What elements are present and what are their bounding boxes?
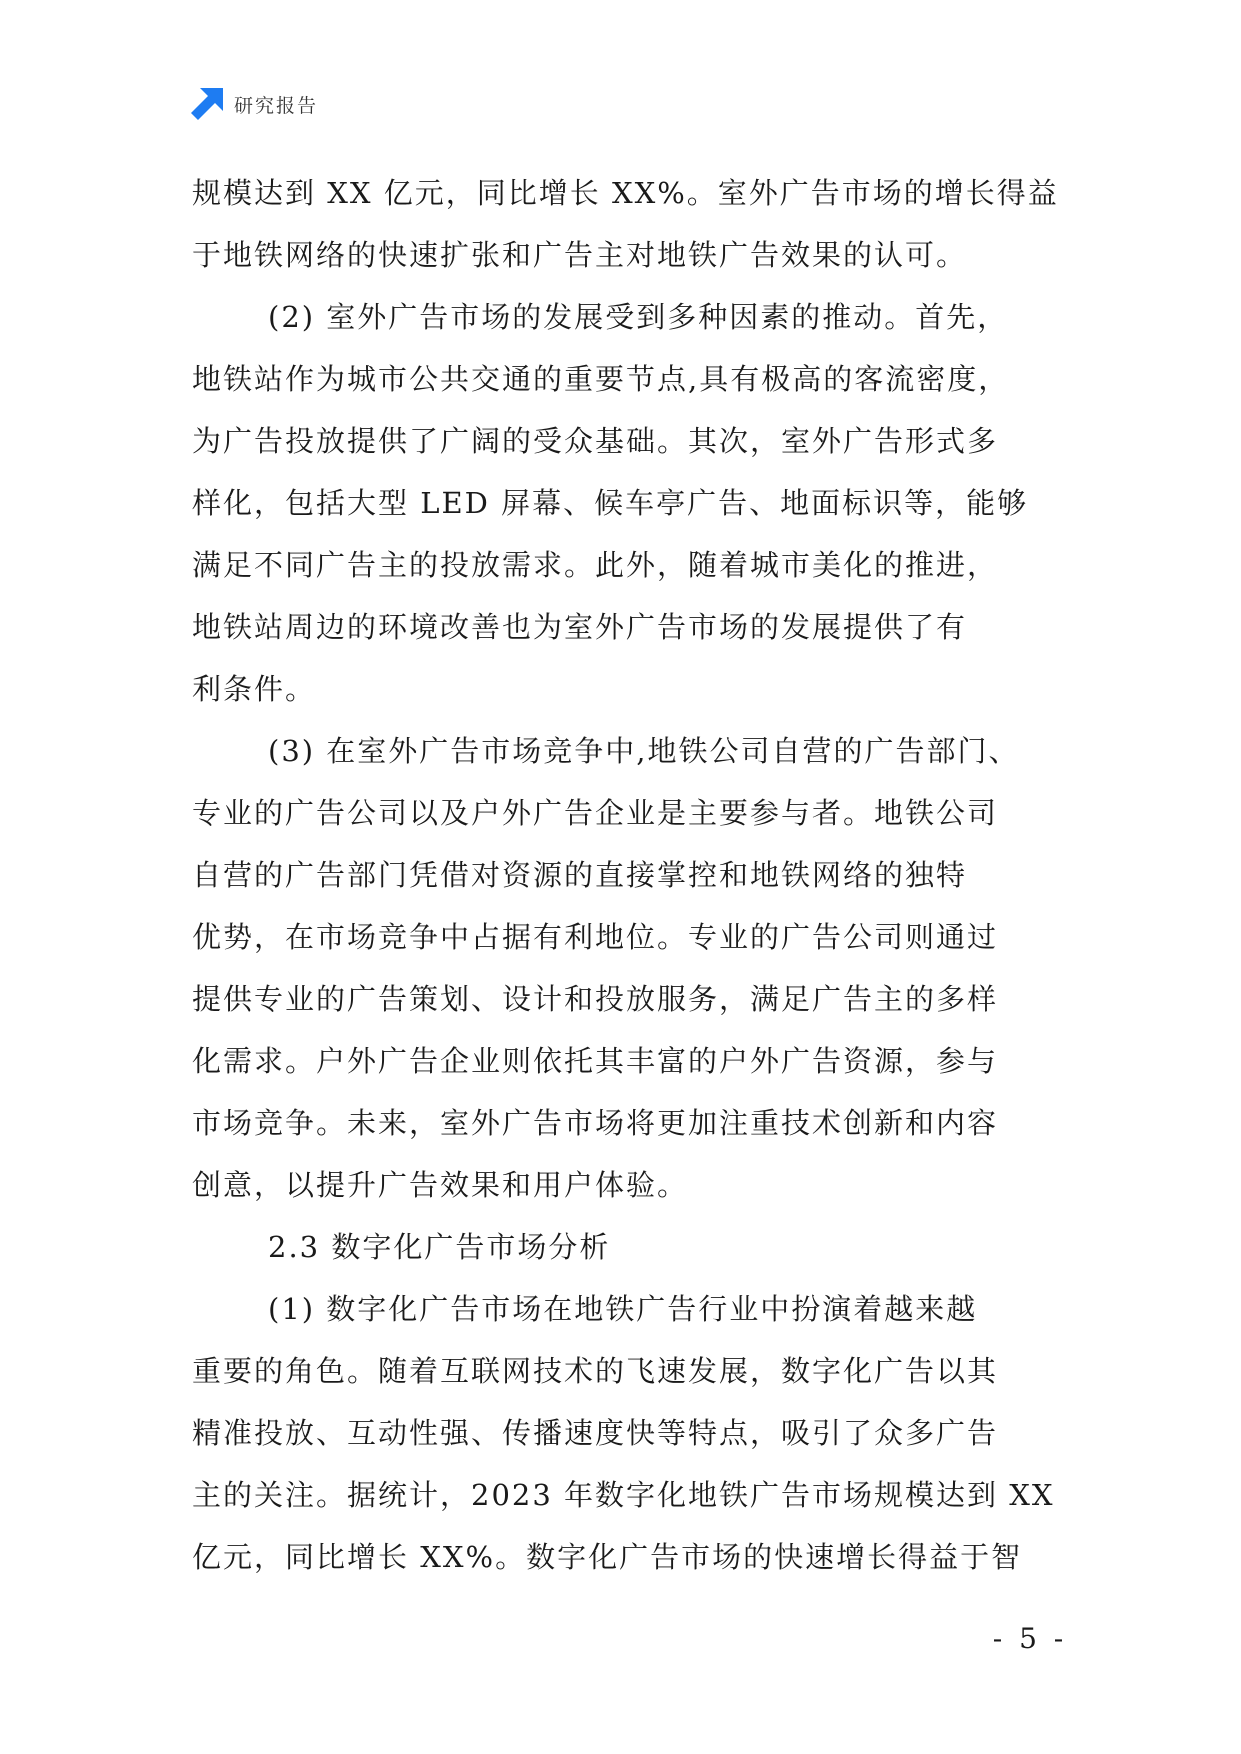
- arrow-up-right-icon: [190, 87, 224, 121]
- text-line: (1) 数字化广告市场在地铁广告行业中扮演着越来越: [268, 1292, 978, 1326]
- text-line: 利条件。: [192, 672, 317, 706]
- text-line: 重要的角色。随着互联网技术的飞速发展，数字化广告以其: [192, 1354, 999, 1388]
- text-line: 规模达到 XX 亿元，同比增长 XX%。室外广告市场的增长得益: [192, 176, 1059, 210]
- text-line: 市场竞争。未来，室外广告市场将更加注重技术创新和内容: [192, 1106, 999, 1140]
- report-header: [190, 86, 318, 122]
- text-line: 满足不同广告主的投放需求。此外，随着城市美化的推进，: [192, 548, 999, 582]
- text-line: 地铁站作为城市公共交通的重要节点,具有极高的客流密度，: [192, 362, 1010, 396]
- text-line: (2) 室外广告市场的发展受到多种因素的推动。首先，: [268, 300, 1009, 334]
- page-number: - 5 -: [992, 1622, 1068, 1655]
- text-line: 优势，在市场竞争中占据有利地位。专业的广告公司则通过: [192, 920, 999, 954]
- text-line: 2.3 数字化广告市场分析: [268, 1230, 611, 1264]
- text-line: 提供专业的广告策划、设计和投放服务，满足广告主的多样: [192, 982, 999, 1016]
- text-line: 于地铁网络的快速扩张和广告主对地铁广告效果的认可。: [192, 238, 968, 272]
- text-line: 亿元，同比增长 XX%。数字化广告市场的快速增长得益于智: [192, 1540, 1023, 1574]
- text-line: 创意，以提升广告效果和用户体验。: [192, 1168, 689, 1202]
- text-line: 专业的广告公司以及户外广告企业是主要参与者。地铁公司: [192, 796, 999, 830]
- text-line: 精准投放、互动性强、传播速度快等特点，吸引了众多广告: [192, 1416, 999, 1450]
- text-line: 样化，包括大型 LED 屏幕、候车亭广告、地面标识等，能够: [192, 486, 1029, 520]
- text-line: 地铁站周边的环境改善也为室外广告市场的发展提供了有: [192, 610, 968, 644]
- document-body: [192, 162, 1062, 1588]
- text-line: 为广告投放提供了广阔的受众基础。其次，室外广告形式多: [192, 424, 999, 458]
- text-line: 化需求。户外广告企业则依托其丰富的户外广告资源，参与: [192, 1044, 999, 1078]
- header-title: 研究报告: [234, 94, 319, 117]
- text-line: 主的关注。据统计，2023 年数字化地铁广告市场规模达到 XX: [192, 1478, 1055, 1512]
- text-line: 自营的广告部门凭借对资源的直接掌控和地铁网络的独特: [192, 858, 968, 892]
- text-line: (3) 在室外广告市场竞争中,地铁公司自营的广告部门、: [268, 734, 1020, 768]
